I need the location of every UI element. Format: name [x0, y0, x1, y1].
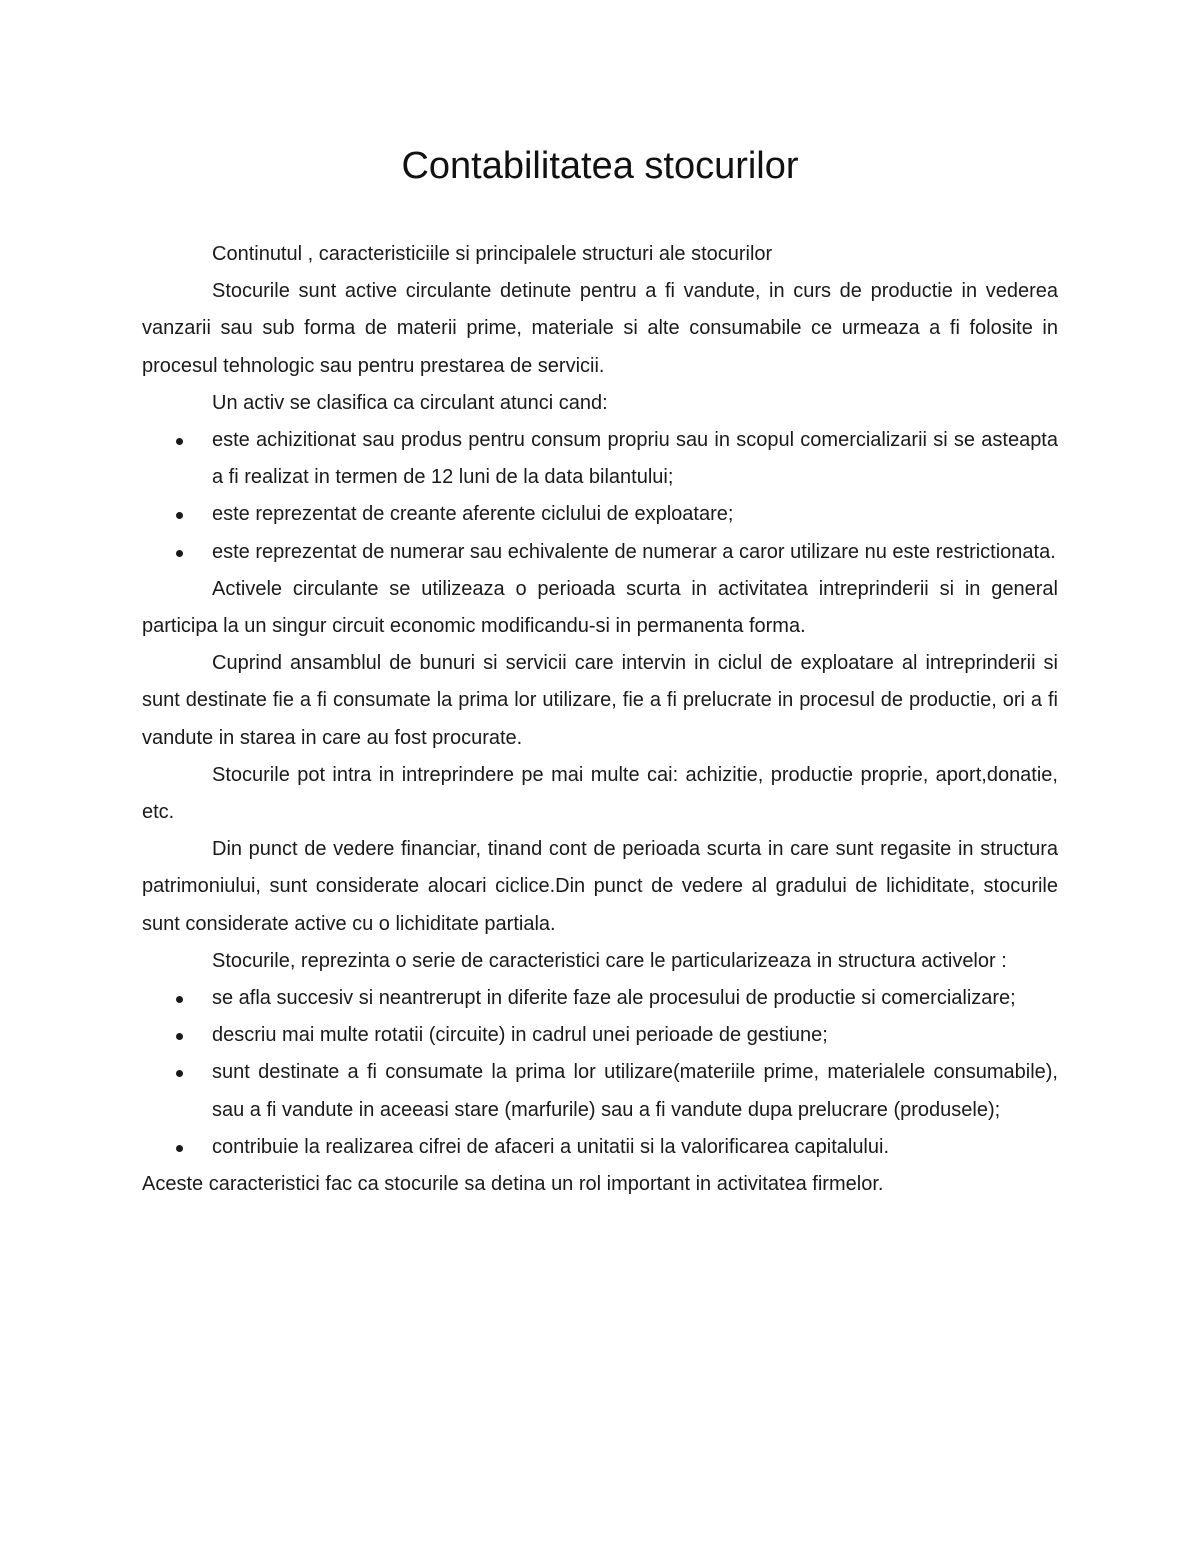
bullet-list — [142, 422, 1058, 571]
list-item — [142, 1054, 1058, 1128]
bullet-icon — [176, 1033, 183, 1040]
bullet-icon — [176, 1070, 183, 1077]
list-item — [142, 1017, 1058, 1054]
paragraph: Stocurile, reprezinta o serie de caracteristici care le particularizeaza in structura activelor : — [212, 949, 1007, 972]
list-item-text: descriu mai multe rotatii (circuite) in cadrul unei perioade de gestiune; — [212, 1024, 828, 1047]
paragraph: Stocurile pot intra in intreprindere pe mai multe cai: achizitie, productie proprie, aport,donatie, etc. — [142, 763, 1058, 824]
list-item — [142, 534, 1058, 571]
list-item — [142, 422, 1058, 496]
list-item-text: este reprezentat de numerar sau echivalente de numerar a caror utilizare nu este restrictionata. — [212, 540, 1056, 563]
paragraph: Din punct de vedere financiar, tinand cont de perioada scurta in care sunt regasite in structura patrimoniului, sunt considerate alocari ciclice.Din punct de vedere al gradului de lichiditate, stocurile sunt considerate active cu o lichiditate partiala. — [142, 838, 1058, 935]
list-item — [142, 1129, 1058, 1166]
list-item — [142, 496, 1058, 533]
list-item-text: contribuie la realizarea cifrei de afaceri a unitatii si la valorificarea capitalului. — [212, 1135, 890, 1158]
list-item-text: se afla succesiv si neantrerupt in diferite faze ale procesului de productie si comercializare; — [212, 987, 1016, 1010]
paragraph: Stocurile sunt active circulante detinute pentru a fi vandute, in curs de productie in vederea vanzarii sau sub forma de materii prime, materiale si alte consumabile ce urmeaza a fi folosite in procesul tehnologic sau pentru prestarea de servicii. — [142, 280, 1058, 377]
list-item-text: sunt destinate a fi consumate la prima lor utilizare(materiile prime, materialele consumabile), sau a fi vandute in aceeasi stare (marfurile) sau a fi vandute dupa prelucrare (produsele); — [212, 1061, 1058, 1121]
bullet-icon — [176, 996, 183, 1003]
document-body — [142, 236, 1058, 1203]
closing-paragraph: Aceste caracteristici fac ca stocurile sa detina un rol important in activitatea firmelor. — [142, 1173, 884, 1196]
paragraph: Activele circulante se utilizeaza o perioada scurta in activitatea intreprinderii si in general participa la un singur circuit economic modificandu-si in permanenta forma. — [142, 577, 1058, 638]
bullet-list — [142, 980, 1058, 1166]
section-subtitle: Continutul , caracteristiciile si principalele structuri ale stocurilor — [212, 243, 773, 265]
bullet-icon — [176, 1145, 183, 1152]
paragraph: Un activ se clasifica ca circulant atunci cand: — [212, 391, 608, 414]
bullet-icon — [176, 512, 183, 519]
bullet-icon — [176, 550, 183, 557]
paragraph: Cuprind ansamblul de bunuri si servicii care intervin in ciclul de exploatare al intreprinderii si sunt destinate fie a fi consumate la prima lor utilizare, fie a fi prelucrate in procesul de productie, ori a fi vandute in starea in care au fost procurate. — [142, 652, 1058, 749]
bullet-icon — [176, 438, 183, 445]
list-item-text: este achizitionat sau produs pentru consum propriu sau in scopul comercializarii si se asteapta a fi realizat in termen de 12 luni de la data bilantului; — [212, 429, 1058, 489]
list-item — [142, 980, 1058, 1017]
document-title: Contabilitatea stocurilor — [401, 145, 799, 187]
list-item-text: este reprezentat de creante aferente ciclului de exploatare; — [212, 503, 734, 526]
